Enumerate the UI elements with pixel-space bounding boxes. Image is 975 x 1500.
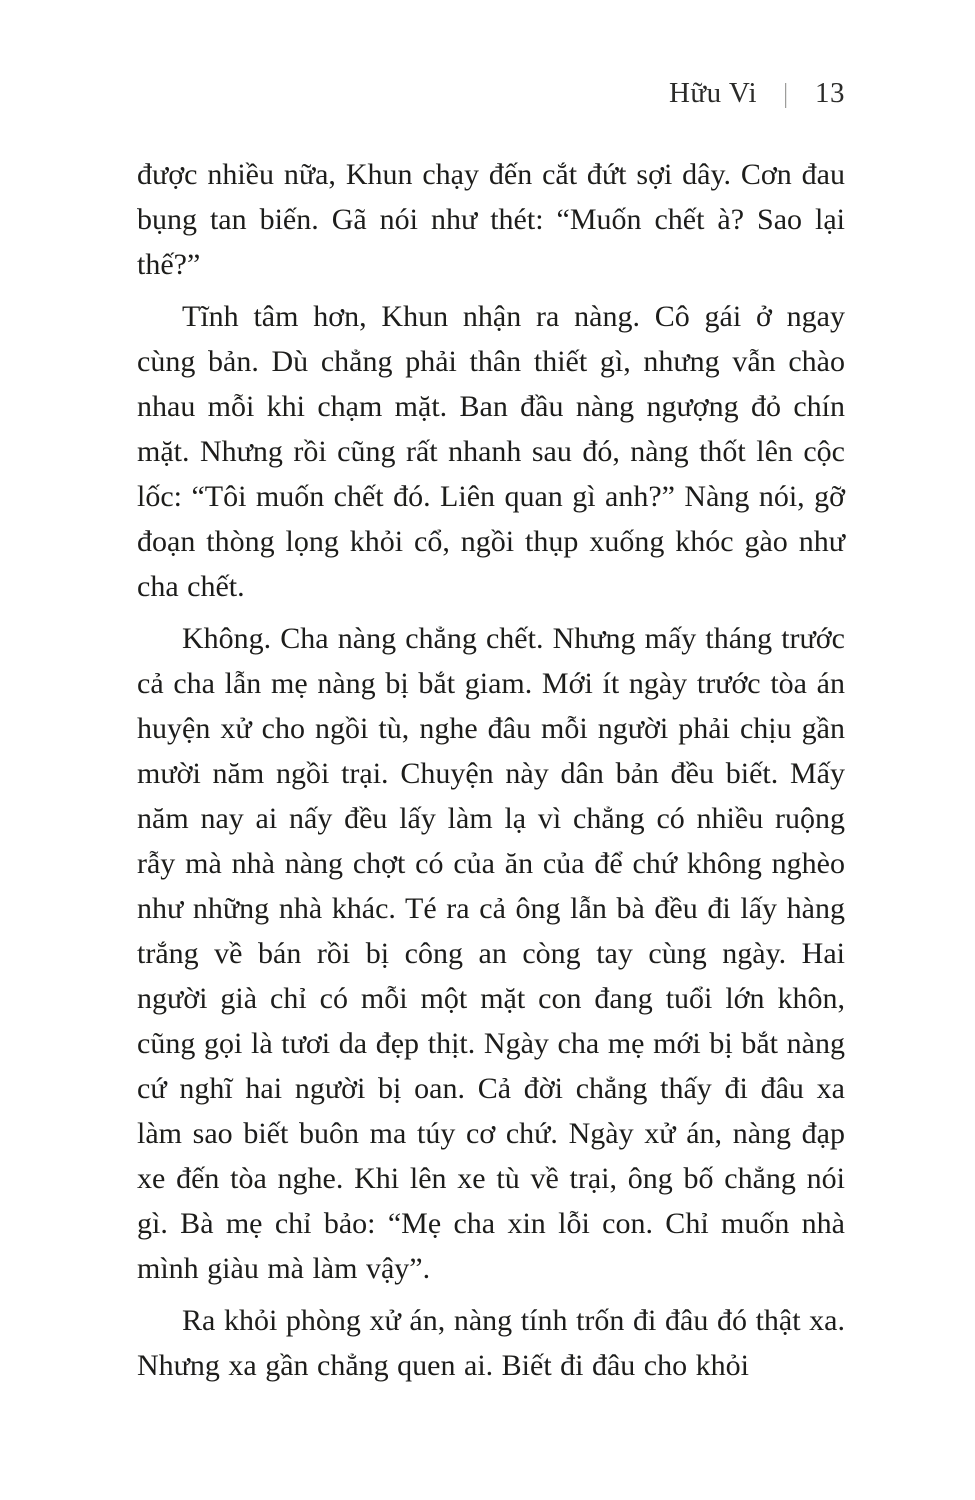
paragraph: Ra khỏi phòng xử án, nàng tính trốn đi đâu đó thật xa. Nhưng xa gần chẳng quen ai. Biết đi đâu cho khỏi	[137, 1304, 845, 1382]
running-header	[137, 76, 845, 110]
paragraph: Tĩnh tâm hơn, Khun nhận ra nàng. Cô gái ở ngay cùng bản. Dù chẳng phải thân thiết gì, nhưng vẫn chào nhau mỗi khi chạm mặt. Ban đầu nàng ngượng đỏ chín mặt. Nhưng rồi cũng rất nhanh sau đó, nàng thốt lên cộc lốc: “Tôi muốn chết đó. Liên quan gì anh?” Nàng nói, gỡ đoạn thòng lọng khỏi cổ, ngồi thụp xuống khóc gào như cha chết.	[137, 300, 845, 603]
page-number: 13	[815, 77, 845, 109]
running-head-title: Hữu Vi	[668, 77, 758, 109]
header-divider: |	[784, 78, 788, 108]
page-body	[137, 152, 845, 1388]
paragraph-continuation: được nhiều nữa, Khun chạy đến cắt đứt sợi dây. Cơn đau bụng tan biến. Gã nói như thét: “Muốn chết à? Sao lại thế?”	[137, 158, 845, 281]
paragraph: Không. Cha nàng chẳng chết. Nhưng mấy tháng trước cả cha lẫn mẹ nàng bị bắt giam. Mới ít ngày trước tòa án huyện xử cho ngồi tù, nghe đâu mỗi người phải chịu gần mười năm ngồi trại. Chuyện này dân bản đều biết. Mấy năm nay ai nấy đều lấy làm lạ vì chẳng có nhiều ruộng rẫy mà nhà nàng chợt có của ăn của để chứ không nghèo như những nhà khác. Té ra cả ông lẫn bà đều đi lấy hàng trắng về bán rồi bị công an còng tay cùng ngày. Hai người già chỉ có mỗi một mặt con đang tuổi lớn khôn, cũng gọi là tươi da đẹp thịt. Ngày cha mẹ mới bị bắt nàng cứ nghĩ hai người bị oan. Cả đời chẳng thấy đi đâu xa làm sao biết buôn ma túy cơ chứ. Ngày xử án, nàng đạp xe đến tòa nghe. Khi lên xe tù về trại, ông bố chẳng nói gì. Bà mẹ chỉ bảo: “Mẹ cha xin lỗi con. Chỉ muốn nhà mình giàu mà làm vậy”.	[137, 622, 845, 1285]
